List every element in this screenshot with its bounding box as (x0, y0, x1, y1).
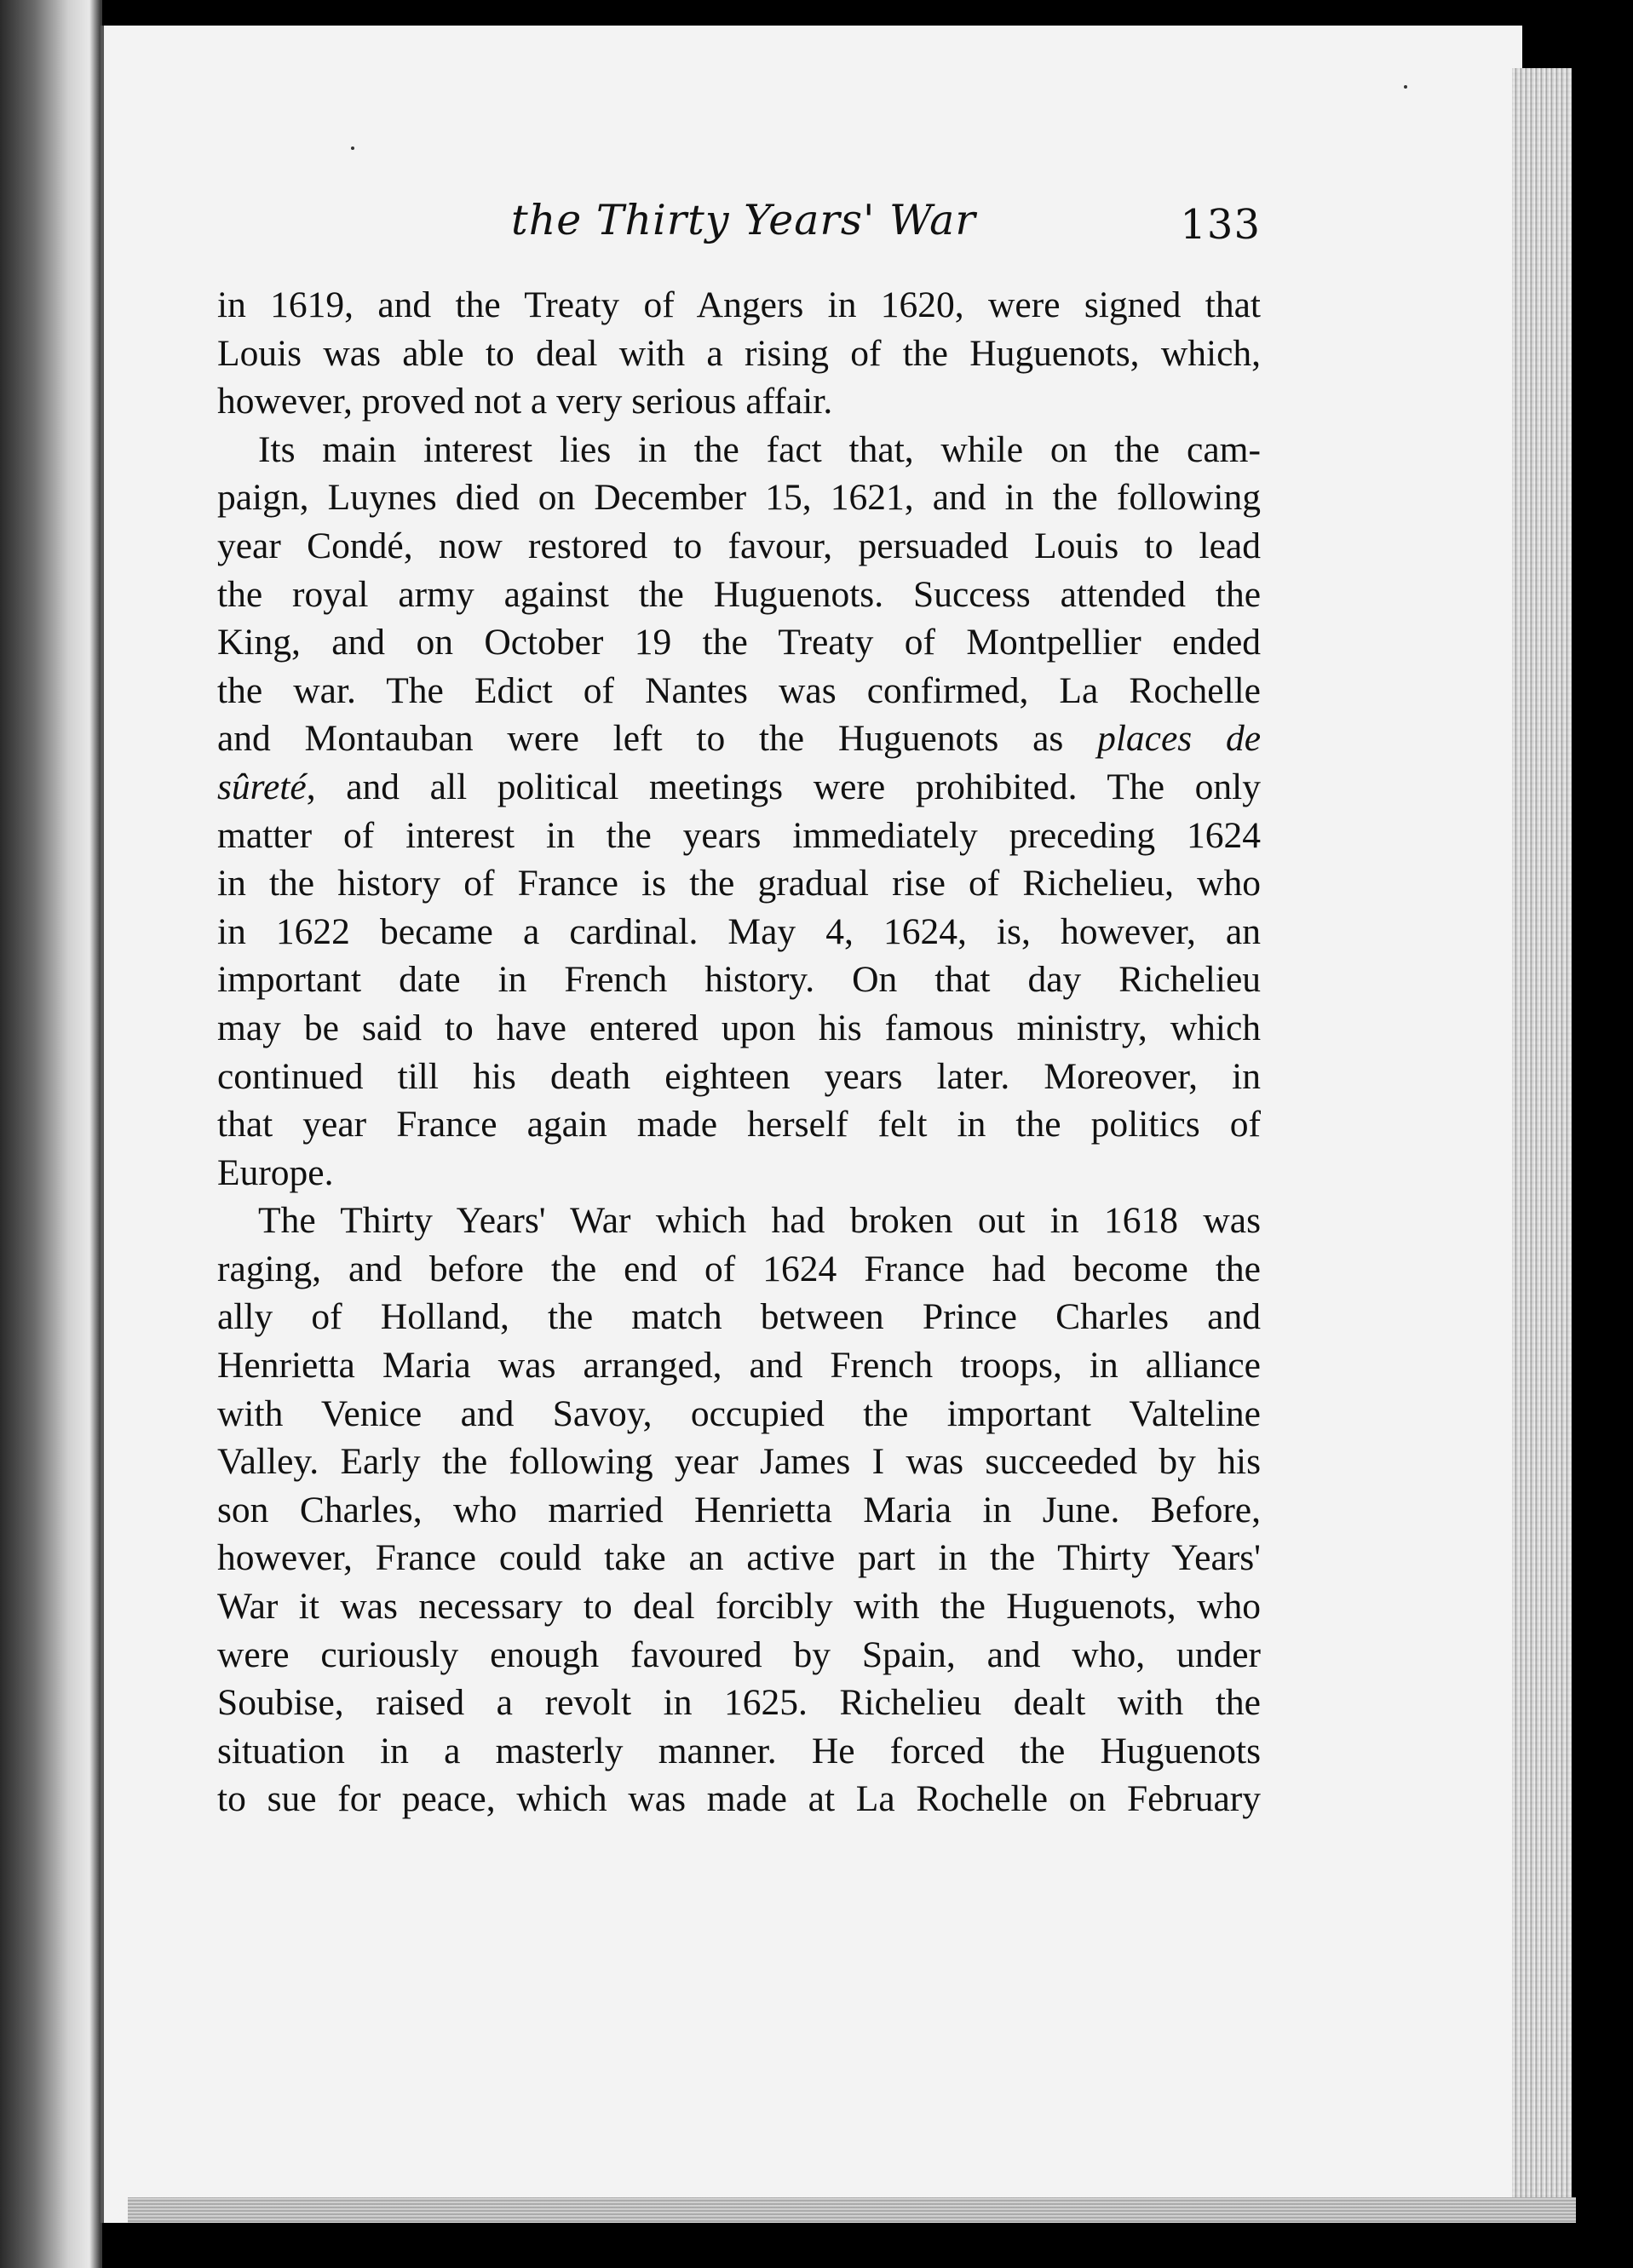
text-line: however, France could take an active part in the Thirty Years' (217, 1537, 1261, 1579)
text-line (217, 715, 1261, 763)
text-line: in 1619, and the Treaty of Angers in 1620, were signed that (217, 284, 1261, 325)
text-line: son Charles, who married Henrietta Maria in June. Before, (217, 1489, 1261, 1530)
body-text (217, 281, 1261, 1823)
bottom-page-edges (128, 2197, 1576, 2223)
text-line: important date in French history. On that day Richelieu (217, 959, 1261, 1001)
text-fragment: , and all political meetings were prohibited. The only (306, 766, 1261, 807)
text-line: to sue for peace, which was made at La Rochelle on February (217, 1778, 1261, 1820)
print-speck (1404, 85, 1407, 89)
text-line: The Thirty Years' War which had broken out in 1618 was (258, 1200, 1261, 1242)
text-line: were curiously enough favoured by Spain, and who, under (217, 1634, 1261, 1675)
text-line: Europe. (217, 1151, 334, 1193)
text-line (217, 763, 1261, 812)
text-line: ally of Holland, the match between Prince Charles and (217, 1296, 1261, 1338)
italic-phrase: places de (1097, 718, 1262, 760)
right-page-edges (1512, 68, 1572, 2214)
text-line: matter of interest in the years immediately preceding 1624 (217, 814, 1261, 856)
text-fragment: and Montauban were left to the Huguenots as (217, 718, 1064, 760)
text-line: War it was necessary to deal forcibly with the Huguenots, who (217, 1586, 1261, 1628)
book-spine-shadow (101, 26, 104, 2223)
text-line: in the history of France is the gradual rise of Richelieu, who (217, 863, 1261, 904)
running-title: the Thirty Years' War (511, 196, 976, 244)
left-page-edge (0, 0, 102, 2268)
text-line: the war. The Edict of Nantes was confirmed, La Rochelle (217, 669, 1261, 711)
text-line: however, proved not a very serious affair. (217, 381, 833, 422)
text-line: the royal army against the Huguenots. Success attended the (217, 573, 1261, 615)
text-line: Henrietta Maria was arranged, and French troops, in alliance (217, 1345, 1261, 1387)
text-line: may be said to have entered upon his famous ministry, which (217, 1007, 1261, 1048)
print-speck (351, 146, 354, 150)
text-line: that year France again made herself felt in the politics of (217, 1104, 1261, 1145)
text-line: King, and on October 19 the Treaty of Montpellier ended (217, 622, 1261, 663)
text-line: paign, Luynes died on December 15, 1621, and in the following (217, 477, 1261, 519)
italic-phrase: sûreté (217, 766, 307, 807)
text-line: Its main interest lies in the fact that, while on the cam- (258, 428, 1261, 470)
text-line: Louis was able to deal with a rising of the Huguenots, which, (217, 332, 1261, 374)
text-line: situation in a masterly manner. He forced the Huguenots (217, 1730, 1261, 1771)
text-line: with Venice and Savoy, occupied the important Valteline (217, 1392, 1261, 1434)
text-line: continued till his death eighteen years later. Moreover, in (217, 1055, 1261, 1097)
page-number: 133 (1180, 201, 1261, 249)
text-line: Soubise, raised a revolt in 1625. Richelieu dealt with the (217, 1682, 1261, 1724)
text-line: year Condé, now restored to favour, persuaded Louis to lead (217, 525, 1261, 566)
text-line: raging, and before the end of 1624 France had become the (217, 1248, 1261, 1289)
text-line: in 1622 became a cardinal. May 4, 1624, is, however, an (217, 910, 1261, 952)
page-header (230, 196, 1261, 264)
text-line: Valley. Early the following year James I was succeeded by his (217, 1441, 1261, 1483)
